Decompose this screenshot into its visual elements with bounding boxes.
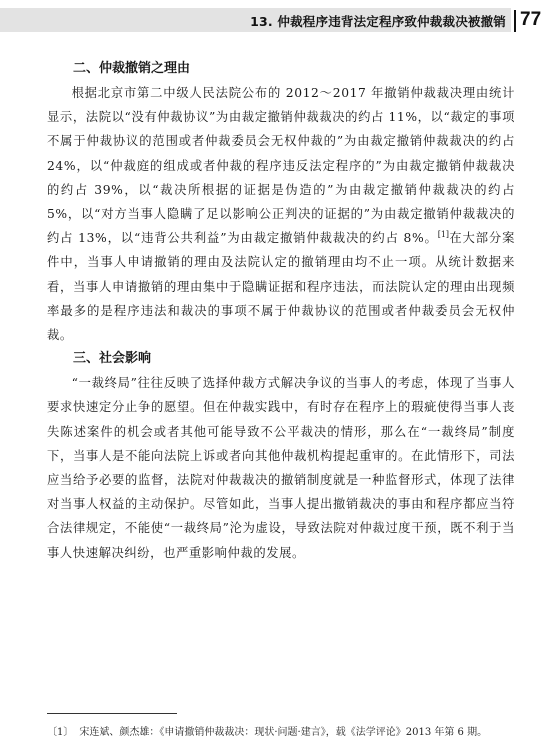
footnote-reference[interactable]: [1] (437, 230, 450, 240)
paragraph-text-part2: 在大部分案件中，当事人申请撤销的理由及法院认定的撤销理由均不止一项。从统计数据来看，当事人申请撤销的理由集中于隐瞒证据和程序违法，而法院认定的理由出现频率最多的是程序违法和裁决的事项不属于仲裁协议的范围或者仲裁委员会无权仲裁。 (47, 231, 515, 343)
page-number: 77 (520, 9, 542, 30)
section-heading-grounds: 二、仲裁撤销之理由 (73, 61, 191, 76)
running-header (0, 8, 558, 34)
section-paragraph-grounds (47, 81, 515, 347)
section-paragraph-social-impact: “一裁终局”往往反映了选择仲裁方式解决争议的当事人的考虑，体现了当事人要求快速定分止争的愿望。但在仲裁实践中，有时存在程序上的瑕疵使得当事人丧失陈述案件的机会或者其他可能导致不公平裁决的情形，那么在“一裁终局”制度下，当事人是不能向法院上诉或者向其他仲裁机构提起重审的。在此情形下，司法应当给予必要的监督，法院对仲裁裁决的撤销制度就是一种监督形式，体现了法律对当事人权益的主动保护。尽管如此，当事人提出撤销裁决的事由和程序都应当符合法律规定，不能使“一裁终局”沦为虚设，导致法院对仲裁过度干预，既不利于当事人快速解决纠纷，也严重影响仲裁的发展。 (47, 376, 515, 560)
main-content (47, 57, 515, 565)
footnote (47, 726, 517, 740)
section-heading-social-impact: 三、社会影响 (73, 351, 152, 367)
paragraph-text-part1: 根据北京市第二中级人民法院公布的 2012～2017 年撤销仲裁裁决理由统计显示，法院以“没有仲裁协议”为由裁定撤销仲裁裁决的约占 11%，以“裁定的事项不属于仲裁协议的范围或者仲裁委员会无权仲裁的”为由裁定撤销仲裁裁决的约占 24%，以“仲裁庭的组成或者仲裁的程序违反法定程序的”为由裁定撤销仲裁裁决的约占 39%，以“裁决所根据的证据是伪造的”为由裁定撤销仲裁裁决的约占 5%，以“对方当事人隐瞒了足以影响公正判决的证据的”为由裁定撤销仲裁裁决的约占 13%，以“违背公共利益”为由裁定撤销仲裁裁决的约占 8%。 (47, 86, 515, 246)
footnote-text: 宋连斌、颜杰雄：《申请撤销仲裁裁决：现状·问题·建言》，载《法学评论》2013 年第 6 期。 (79, 727, 488, 738)
header-divider (514, 10, 516, 32)
running-title: 13. 仲裁程序违背法定程序致仲裁裁决被撤销 (250, 14, 506, 29)
footnote-mark: 〔1〕 (47, 727, 74, 738)
footnote-divider (47, 713, 177, 714)
